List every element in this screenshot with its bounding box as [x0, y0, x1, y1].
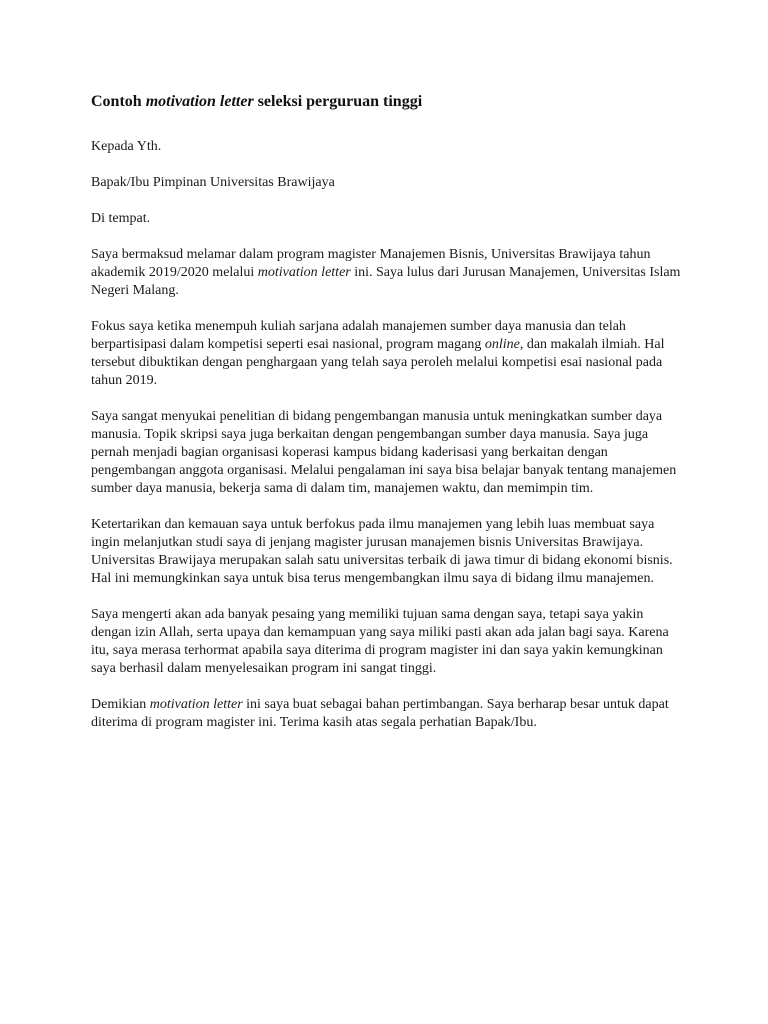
letter-body	[91, 246, 688, 732]
paragraph-segment: ini. Saya lulus dari Jurusan Manajemen, Universitas Islam Negeri Malang.	[91, 265, 681, 298]
paragraph-segment-italic: motivation letter	[149, 697, 243, 712]
paragraph-segment-italic: motivation letter	[257, 265, 351, 280]
paragraph-segment: Saya sangat menyukai penelitian di bidang pengembangan manusia untuk meningkatkan sumber daya manusia. Topik skripsi saya juga berkaitan dengan pengembangan sumber daya manusia. Saya juga pernah menjadi bagian organisasi koperasi kampus bidang kaderisasi yang berkaitan dengan pengembangan anggota organisasi. Melalui pengalaman ini saya bisa belajar banyak tentang manajemen sumber daya manusia, bekerja sama di dalam tim, manajemen waktu, dan memimpin tim.	[91, 409, 677, 496]
paragraph-3	[91, 408, 681, 498]
paragraph-segment: Ketertarikan dan kemauan saya untuk berfokus pada ilmu manajemen yang lebih luas membuat saya ingin melanjutkan studi saya di jenjang magister jurusan manajemen bisnis Universitas Brawijaya. Universitas Brawijaya merupakan salah satu universitas terbaik di jawa timur di bidang ekonomi bisnis. Hal ini memungkinkan saya untuk bisa terus mengembangkan ilmu saya di bidang ilmu manajemen.	[91, 517, 673, 586]
title-part-2-italic: motivation letter	[145, 93, 254, 110]
paragraph-segment-italic: online	[484, 337, 520, 352]
paragraph-5	[91, 606, 681, 678]
title-part-3: seleksi perguruan tinggi	[253, 93, 423, 110]
paragraph-4	[91, 516, 681, 588]
paragraph-segment: Saya bermaksud melamar dalam program magister Manajemen Bisnis, Universitas Brawijaya tahun akademik 2019/2020 melalui	[91, 247, 651, 280]
paragraph-segment: Saya mengerti akan ada banyak pesaing yang memiliki tujuan sama dengan saya, tetapi saya yakin dengan izin Allah, serta upaya dan kemampuan yang saya miliki pasti akan ada jalan bagi saya. Karena itu, saya merasa terhormat apabila saya diterima di program magister ini dan saya yakin kemungkinan saya berhasil dalam menyelesaikan program ini sangat tinggi.	[91, 607, 669, 676]
salutation: Kepada Yth.	[91, 139, 162, 154]
document-title	[91, 92, 688, 112]
paragraph-segment: , dan makalah ilmiah. Hal tersebut dibuktikan dengan penghargaan yang telah saya peroleh melalui kompetisi esai nasional pada tahun 2019.	[91, 337, 665, 388]
recipient: Bapak/Ibu Pimpinan Universitas Brawijaya	[91, 175, 335, 190]
paragraph-1	[91, 246, 681, 300]
place-line: Di tempat.	[91, 211, 151, 226]
title-part-1: Contoh	[91, 93, 146, 110]
paragraph-segment: ini saya buat sebagai bahan pertimbangan. Saya berharap besar untuk dapat diterima di program magister ini. Terima kasih atas segala perhatian Bapak/Ibu.	[91, 697, 669, 730]
paragraph-2	[91, 318, 681, 390]
paragraph-segment: Demikian	[91, 697, 150, 712]
paragraph-6	[91, 696, 681, 732]
paragraph-segment: Fokus saya ketika menempuh kuliah sarjana adalah manajemen sumber daya manusia dan telah berpartisipasi dalam kompetisi seperti esai nasional, program magang	[91, 319, 626, 352]
